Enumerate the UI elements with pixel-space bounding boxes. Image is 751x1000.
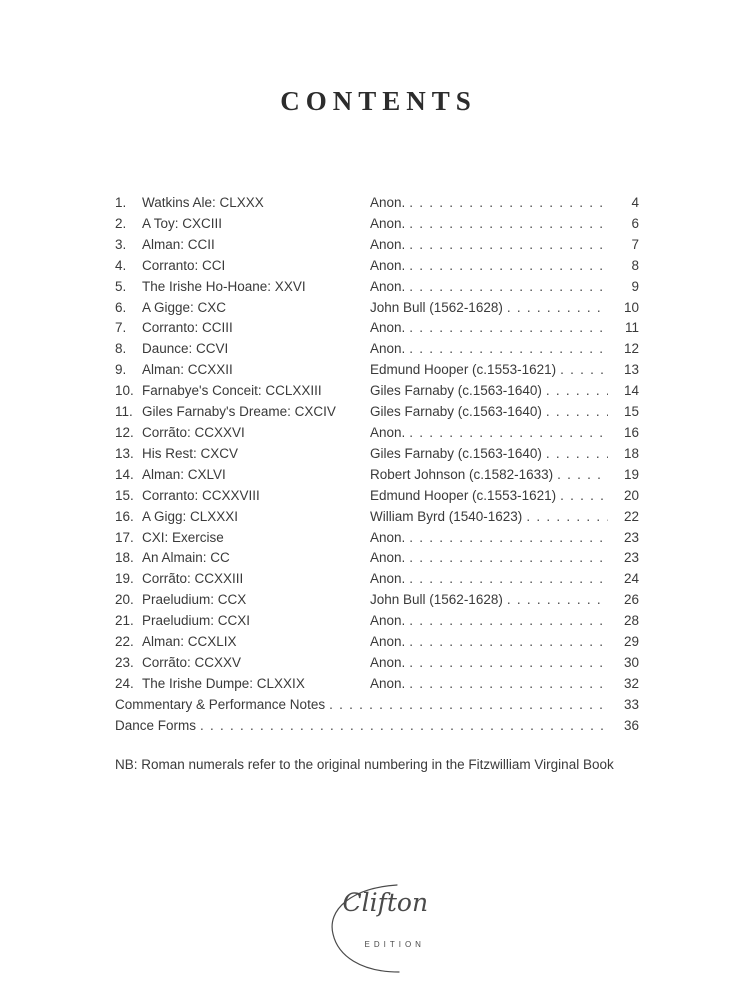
dot-leader (409, 653, 608, 674)
nb-note: NB: Roman numerals refer to the original numbering in the Fitzwilliam Virginal Book (115, 757, 614, 772)
entry-number: 8. (115, 341, 127, 357)
entry-title: A Gigg: CLXXXI (142, 508, 239, 524)
clifton-logo (301, 882, 451, 976)
toc-row (115, 528, 639, 549)
entry-composer: Anon. (370, 424, 406, 440)
toc-row (115, 444, 639, 465)
entry-number: 15. (115, 487, 134, 503)
entry-composer: Giles Farnaby (c.1563-1640) (370, 445, 542, 461)
dot-leader (409, 318, 608, 339)
entry-page: 7 (631, 236, 639, 252)
entry-title: Corranto: CCI (142, 257, 226, 273)
entry-number: 12. (115, 424, 134, 440)
dot-leader (409, 214, 608, 235)
toc-row (115, 486, 639, 507)
dot-leader (200, 716, 608, 737)
entry-title: Corrãto: CCXXV (142, 654, 242, 670)
entry-composer: John Bull (1562-1628) (370, 299, 503, 315)
entry-title: CXI: Exercise (142, 529, 224, 545)
dot-leader (409, 193, 608, 214)
entry-page: 9 (631, 278, 639, 294)
dot-leader (560, 360, 608, 381)
entry-number: 16. (115, 508, 134, 524)
entry-number: 11. (115, 404, 133, 420)
entry-title: Farnabye's Conceit: CCLXXIII (142, 383, 322, 399)
entry-page: 13 (623, 362, 639, 378)
entry-number: 18. (115, 550, 134, 566)
entry-title: The Irishe Dumpe: CLXXIX (142, 675, 305, 691)
toc-row (115, 507, 639, 528)
toc-row (115, 569, 639, 590)
toc-row (115, 360, 639, 381)
entry-page: 22 (623, 508, 639, 524)
entry-page: 23 (623, 529, 639, 545)
entry-composer: Anon. (370, 675, 406, 691)
entry-composer: Anon. (370, 571, 406, 587)
entry-title: Praeludium: CCX (142, 592, 247, 608)
entry-number: 21. (115, 613, 134, 629)
entry-page: 16 (623, 424, 639, 440)
dot-leader (409, 277, 608, 298)
dot-leader (329, 695, 608, 716)
entry-title: The Irishe Ho-Hoane: XXVI (142, 278, 306, 294)
entry-number: 3. (115, 236, 127, 252)
entry-title: Corranto: CCIII (142, 320, 233, 336)
entry-title: Corranto: CCXXVIII (142, 487, 260, 503)
entry-page: 15 (623, 404, 639, 420)
entry-page: 33 (623, 696, 639, 712)
entry-title: Corrãto: CCXXIII (142, 571, 244, 587)
entry-page: 14 (623, 383, 639, 399)
entry-composer: Anon. (370, 654, 406, 670)
toc-row (115, 214, 639, 235)
entry-title: Alman: CCXXII (142, 362, 233, 378)
entry-page: 20 (623, 487, 639, 503)
dot-leader (409, 674, 608, 695)
entry-number: 7. (115, 320, 127, 336)
dot-leader (526, 507, 608, 528)
entry-composer: John Bull (1562-1628) (370, 592, 503, 608)
entry-page: 8 (631, 257, 639, 273)
entry-title: Commentary & Performance Notes (115, 696, 326, 712)
entry-page: 6 (631, 215, 639, 231)
dot-leader (546, 381, 608, 402)
dot-leader (507, 298, 608, 319)
entry-title: Alman: CXLVI (142, 466, 226, 482)
entry-page: 30 (623, 654, 639, 670)
entry-title: Giles Farnaby's Dreame: CXCIV (142, 404, 336, 420)
toc-row (115, 298, 639, 319)
entry-composer: William Byrd (1540-1623) (370, 508, 523, 524)
entry-composer: Anon. (370, 278, 406, 294)
entry-page: 24 (623, 571, 639, 587)
entry-number: 5. (115, 278, 127, 294)
dot-leader (546, 402, 608, 423)
entry-page: 26 (623, 592, 639, 608)
toc-row (115, 193, 639, 214)
dot-leader (409, 569, 608, 590)
dot-leader (409, 256, 608, 277)
toc-row (115, 402, 639, 423)
entry-page: 10 (623, 299, 639, 315)
entry-title: A Toy: CXCIII (142, 215, 223, 231)
entry-composer: Anon. (370, 320, 406, 336)
dot-leader (409, 632, 608, 653)
entry-composer: Edmund Hooper (c.1553-1621) (370, 362, 557, 378)
entry-page: 36 (623, 717, 639, 733)
entry-number: 2. (115, 215, 127, 231)
dot-leader (409, 235, 608, 256)
entry-composer: Anon. (370, 550, 406, 566)
entry-number: 9. (115, 362, 127, 378)
entry-number: 23. (115, 654, 134, 670)
entry-number: 6. (115, 299, 127, 315)
entry-page: 23 (623, 550, 639, 566)
entry-page: 29 (623, 634, 639, 650)
entry-composer: Anon. (370, 236, 406, 252)
dot-leader (409, 339, 608, 360)
entry-composer: Edmund Hooper (c.1553-1621) (370, 487, 557, 503)
entry-number: 17. (115, 529, 134, 545)
entry-number: 13. (115, 445, 134, 461)
entry-number: 4. (115, 257, 127, 273)
logo-name: Clifton (342, 888, 429, 917)
entry-composer: Anon. (370, 195, 406, 210)
entry-number: 19. (115, 571, 134, 587)
entry-page: 19 (623, 466, 639, 482)
entry-page: 11 (624, 320, 639, 336)
entry-composer: Anon. (370, 613, 406, 629)
entry-page: 32 (623, 675, 639, 691)
entry-title: Alman: CCXLIX (142, 634, 237, 650)
entry-composer: Anon. (370, 529, 406, 545)
entry-page: 12 (623, 341, 639, 357)
entry-title: His Rest: CXCV (142, 445, 239, 461)
entry-page: 28 (623, 613, 639, 629)
entry-title: An Almain: CC (142, 550, 230, 566)
toc-row (115, 548, 639, 569)
dot-leader (507, 590, 608, 611)
entry-title: Watkins Ale: CLXXX (142, 195, 264, 210)
toc-row (115, 235, 639, 256)
entry-composer: Anon. (370, 634, 406, 650)
toc-row-dance-forms (115, 716, 639, 737)
entry-number: 10. (115, 383, 134, 399)
toc-row (115, 653, 639, 674)
dot-leader (546, 444, 608, 465)
entry-composer: Robert Johnson (c.1582-1633) (370, 466, 554, 482)
entry-title: Alman: CCII (142, 236, 215, 252)
entry-number: 14. (115, 466, 134, 482)
entry-title: Corrãto: CCXXVI (142, 424, 245, 440)
logo-subtitle: EDITION (364, 940, 425, 949)
dot-leader (409, 548, 608, 569)
toc-row-commentary (115, 695, 639, 716)
toc-row (115, 381, 639, 402)
dot-leader (409, 423, 608, 444)
toc-row (115, 277, 639, 298)
toc-row (115, 318, 639, 339)
table-of-contents (115, 193, 639, 737)
toc-row (115, 339, 639, 360)
dot-leader (409, 611, 608, 632)
entry-title: Daunce: CCVI (142, 341, 229, 357)
entry-page: 4 (631, 195, 639, 210)
entry-title: Praeludium: CCXI (142, 613, 251, 629)
toc-row (115, 590, 639, 611)
toc-row (115, 611, 639, 632)
entry-page: 18 (623, 445, 639, 461)
entry-number: 1. (115, 195, 127, 210)
toc-row (115, 632, 639, 653)
entry-title: Dance Forms (115, 717, 197, 733)
entry-number: 22. (115, 634, 134, 650)
toc-row (115, 465, 639, 486)
entry-number: 24. (115, 675, 134, 691)
entry-composer: Anon. (370, 215, 406, 231)
dot-leader (560, 486, 608, 507)
entry-composer: Giles Farnaby (c.1563-1640) (370, 383, 542, 399)
toc-row (115, 256, 639, 277)
dot-leader (409, 528, 608, 549)
entry-composer: Anon. (370, 257, 406, 273)
entry-title: A Gigge: CXC (142, 299, 227, 315)
toc-row (115, 674, 639, 695)
page-title: CONTENTS (280, 86, 477, 116)
toc-row (115, 423, 639, 444)
dot-leader (557, 465, 608, 486)
entry-composer: Anon. (370, 341, 406, 357)
entry-number: 20. (115, 592, 134, 608)
entry-composer: Giles Farnaby (c.1563-1640) (370, 404, 542, 420)
